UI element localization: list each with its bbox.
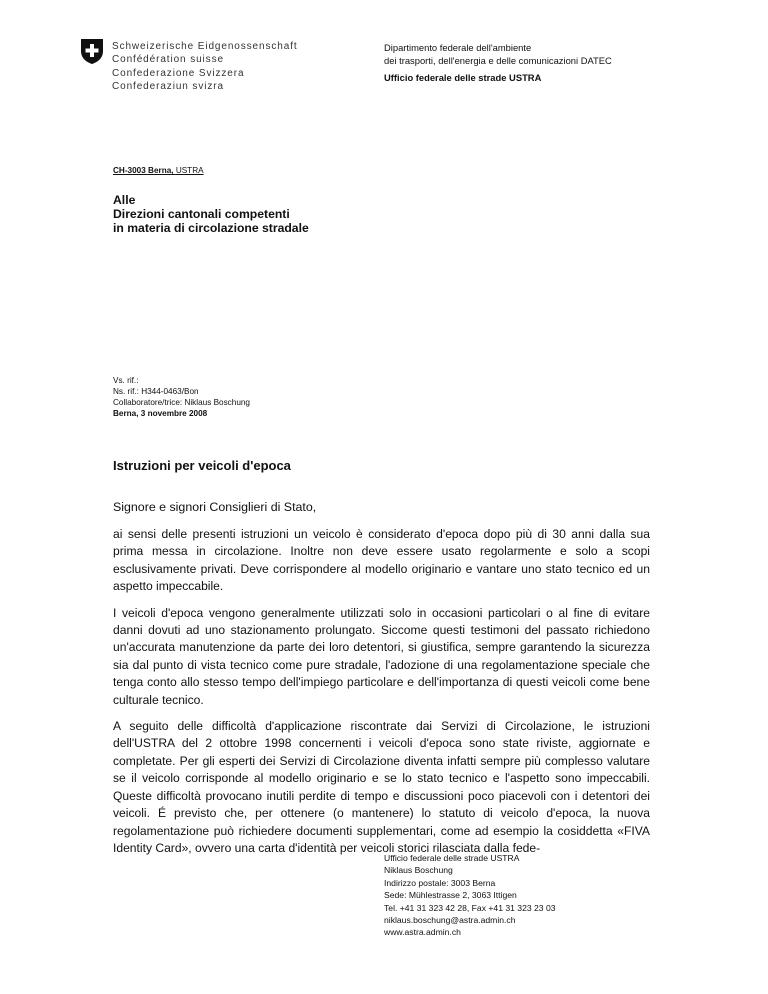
recipient-line-2: Direzioni cantonali competenti [113,207,290,222]
footer-postal: Indirizzo postale: 3003 Berna [384,877,496,888]
office-name: Ufficio federale delle strade USTRA [384,71,542,83]
confederation-name-de: Schweizerische Eidgenossenschaft [112,41,298,52]
confederation-names [112,40,298,94]
footer-office: Ufficio federale delle strade USTRA [384,853,520,863]
letter-body [113,526,650,866]
our-reference: Ns. rif.: H344-0463/Bon [113,387,199,396]
collaborator: Collaboratore/trice: Niklaus Boschung [113,398,250,407]
letter-subject: Istruzioni per veicoli d'epoca [113,458,291,473]
footer-contact [384,852,556,939]
confederation-name-it: Confederazione Svizzera [112,67,245,79]
footer-name: Niklaus Boschung [384,865,453,876]
reference-block [113,375,250,419]
body-paragraph-2: I veicoli d'epoca vengono generalmente utilizzati solo in occasioni particolari o al fine di evitare danni dovuti ad uno stazionamento prolungato. Siccome questi testimoni del passato richiedono un'accurata manutenzione da parte dei loro detentori, si giustifica, sempre garantendo la sicurezza sia dal punto di vista tecnico come pure stradale, l'adozione di una regolamentazione speciale che tenga conto allo stesso tempo dell'impiego particolare e dell'importanza di questi veicoli come bene culturale tecnico. [113,605,650,707]
swiss-crest-icon [80,38,104,65]
sender-postcode: CH-3003 Berna, [113,166,174,175]
sender-line [113,166,204,175]
footer-website[interactable]: www.astra.admin.ch [384,927,461,938]
body-paragraph-1: ai sensi delle presenti istruzioni un veicolo è considerato d'epoca dopo più di 30 anni dalla sua prima messa in circolazione. Inoltre non deve essere usato regolarmente e solo a scopi esclusivamente privati. Deve corrispondere al modello originario e vantare uno stato tecnico ed un aspetto impeccabile. [113,527,650,594]
confederation-name-rm: Confederaziun svizra [112,81,224,93]
footer-seat: Sede: Mühlestrasse 2, 3063 Ittigen [384,890,517,901]
salutation: Signore e signori Consiglieri di Stato, [113,500,317,514]
department-block [384,41,612,84]
confederation-name-fr: Confédération suisse [112,54,224,66]
your-reference: Vs. rif.: [113,376,139,385]
recipient-line-1: Alle [113,193,136,207]
letter-date: Berna, 3 novembre 2008 [113,409,208,418]
recipient-address [113,193,309,236]
department-line-1: Dipartimento federale dell'ambiente [384,42,532,53]
body-paragraph-3: A seguito delle difficoltà d'applicazione riscontrate dai Servizi di Circolazione, le istruzioni dell'USTRA del 2 ottobre 1998 concernenti i veicoli d'epoca sono state riviste, aggiornate e completate. Per gli esperti dei Servizi di Circolazione diventa infatti sempre più complesso valutare se il veicolo corrisponde al modello originario e se lo stato tecnico e l'aspetto sono impeccabili. Queste difficoltà provocano inutili perdite di tempo e discussioni poco piacevoli con i detentori dei veicoli. É previsto che, per ottenere (o mantenere) lo statuto di veicolo d'epoca, la nuova regolamentazione può richiedere documenti supplementari, come ad esempio la cosiddetta «FIVA Identity Card», ovvero una carta d'identità per veicoli storici rilasciata dalla fede- [113,719,650,855]
footer-email[interactable]: niklaus.boschung@astra.admin.ch [384,915,516,926]
recipient-line-3: in materia di circolazione stradale [113,221,309,236]
department-line-2: dei trasporti, dell'energia e delle comunicazioni DATEC [384,55,612,67]
footer-phone: Tel. +41 31 323 42 28, Fax +41 31 323 23 03 [384,902,556,913]
sender-org: USTRA [175,166,204,175]
